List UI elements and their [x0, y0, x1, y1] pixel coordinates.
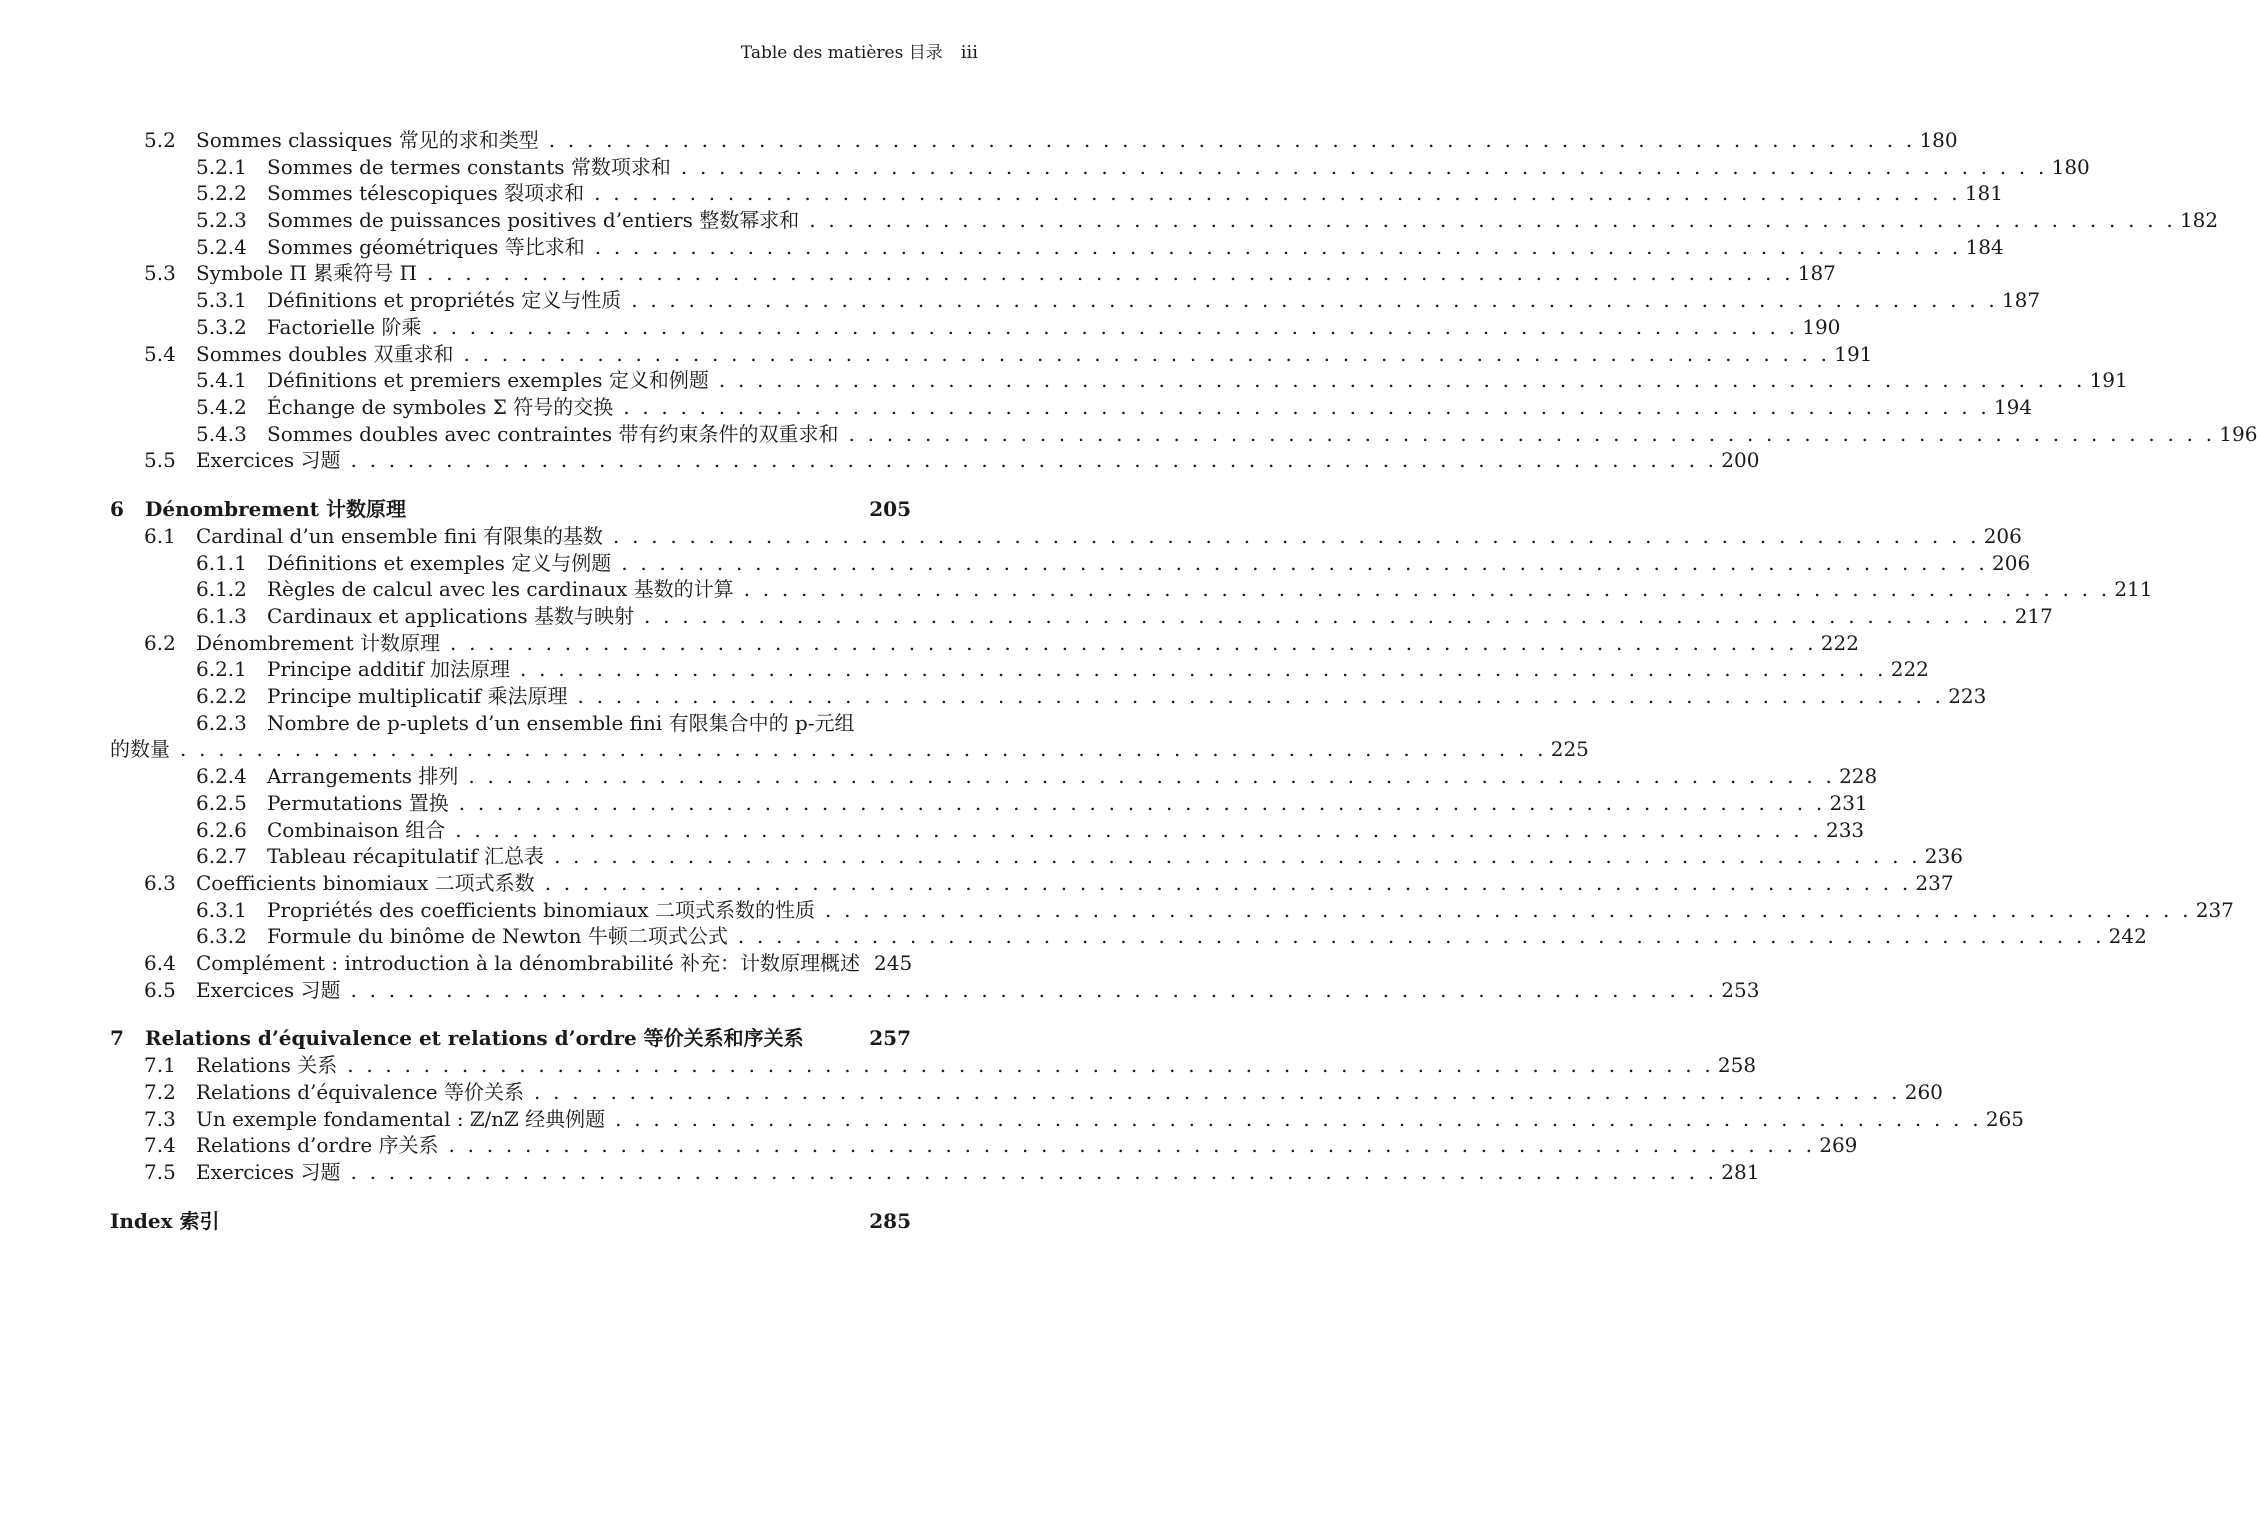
dot-leader: . . . . . . . . . . . . . . . . . . . . . . . . . . . . . . . . . . . . . . . . . . . . . . . . . . . . . . . . . . . . . . . . . . . . . . . .: [448, 1133, 1816, 1158]
dot-leader: . . . . . . . . . . . . . . . . . . . . . . . . . . . . . . . . . . . . . . . . . . . . . . . . . . . . . . . . . . . . . . . . . . . . . . . .: [455, 817, 1822, 842]
toc-subsection-entry[interactable]: [110, 683, 1987, 710]
toc-subsection-entry[interactable]: [110, 843, 1963, 870]
dot-leader: . . . . . . . . . . . . . . . . . . . . . . . . . . . . . . . . . . . . . . . . . . . . . . . . . . . . . . . . . . . . . . . . . . . . . . . .: [431, 314, 1799, 339]
toc-entry-number: 5.2.2: [196, 181, 247, 206]
toc-subsection-entry[interactable]: [110, 550, 2031, 577]
toc-subsection-entry[interactable]: [110, 287, 2041, 314]
toc-entry-title: Exercices 习题: [196, 448, 341, 473]
toc-entry-page: 228: [1839, 764, 1878, 789]
toc-entry-number: 6.3: [144, 870, 176, 895]
toc-entry-page: 187: [1797, 261, 1836, 286]
toc-entry-number: 7.2: [144, 1080, 176, 1104]
toc-entry-title: Sommes de puissances positives d’entiers 整数幂求和: [267, 208, 800, 233]
toc-entry-number: 5.4.2: [196, 394, 247, 419]
dot-leader: . . . . . . . . . . . . . . . . . . . . . . . . . . . . . . . . . . . . . . . . . . . . . . . . . . . . . . . . . . . . . . . . . . . . . . . .: [548, 128, 1916, 152]
toc-entry-title: Cardinal d’un ensemble fini 有限集的基数: [196, 523, 603, 548]
toc-entry-page: 257: [869, 1026, 911, 1051]
toc-entry-page: 253: [1721, 977, 1760, 1002]
toc-entry-page: 242: [2108, 924, 2147, 949]
dot-leader: . . . . . . . . . . . . . . . . . . . . . . . . . . . . . . . . . . . . . . . . . . . . . . . . . . . . . . . . . . . . . . . . . . . . . . . .: [544, 870, 1912, 895]
toc-entry-title: Un exemple fondamental : ℤ/nℤ 经典例题: [196, 1106, 606, 1131]
toc-subsection-entry[interactable]: [110, 790, 1868, 817]
toc-entry-page: 231: [1829, 790, 1868, 815]
dot-leader: . . . . . . . . . . . . . . . . . . . . . . . . . . . . . . . . . . . . . . . . . . . . . . . . . . . . . . . . . . . . . . . . . . . . . . . .: [623, 394, 1990, 419]
toc-entry-page: 200: [1721, 448, 1760, 473]
toc-section-entry[interactable]: [110, 1106, 2025, 1133]
toc-entry-title: Échange de symboles Σ 符号的交换: [267, 394, 614, 419]
toc-section-entry[interactable]: [110, 447, 1760, 474]
toc-section-entry[interactable]: [110, 630, 1859, 657]
toc-entry-number: 6: [110, 496, 124, 521]
toc-entry-title: Arrangements 排列: [267, 764, 459, 789]
toc-section-entry[interactable]: [110, 1052, 1757, 1079]
toc-entry-number: 7.5: [144, 1160, 176, 1185]
toc-subsection-entry[interactable]: [110, 367, 2128, 394]
toc-entry-number: 6.1.3: [196, 604, 247, 628]
toc-entry-title: Permutations 置换: [267, 790, 449, 815]
dot-leader: . . . . . . . . . . . . . . . . . . . . . . . . . . . . . . . . . . . . . . . . . . . . . . . . . . . . . . . . . . . . . . . . . . . . . . . .: [350, 977, 1718, 1002]
toc-entry-page: 180: [2051, 154, 2090, 179]
toc-entry-title: Propriétés des coefficients binomiaux 二项式系数的性质: [267, 897, 815, 922]
toc-entry-number: 6.2.2: [196, 684, 247, 709]
toc-entry-number: 5.2.1: [196, 154, 247, 179]
toc-subsection-entry[interactable]: [110, 154, 2090, 181]
dot-leader: . . . . . . . . . . . . . . . . . . . . . . . . . . . . . . . . . . . . . . . . . . . . . . . . . . . . . . . . . . . . . . . . . . . . . . . .: [631, 288, 1998, 313]
dot-leader: . . . . . . . . . . . . . . . . . . . . . . . . . . . . . . . . . . . . . . . . . . . . . . . . . . . . . . . . . . . . . . . . . . . . . . . .: [458, 790, 1826, 815]
toc-entry-page: 206: [1992, 550, 2031, 575]
dot-leader: . . . . . . . . . . . . . . . . . . . . . . . . . . . . . . . . . . . . . . . . . . . . . . . . . . . . . . . . . . . . . . . . . . . . . . . .: [468, 764, 1836, 789]
dot-leader: . . . . . . . . . . . . . . . . . . . . . . . . . . . . . . . . . . . . . . . . . . . . . . . . . . . . . . . . . . . . . . . . . . . . . . . .: [643, 604, 2011, 628]
toc-section-entry[interactable]: [110, 127, 1958, 154]
toc-entry-page: 258: [1717, 1053, 1757, 1078]
toc-entry-number: 5.2.3: [196, 208, 247, 233]
toc-entry-title: Principe additif 加法原理: [267, 657, 511, 682]
toc-entry-title: Nombre de p-uplets d’un ensemble fini 有限集合中的 p-元组: [267, 710, 855, 735]
toc-section-entry[interactable]: [110, 950, 911, 977]
toc-entry-page: 223: [1948, 684, 1987, 709]
toc-entry-number: 5.3.2: [196, 314, 247, 339]
dot-leader: . . . . . . . . . . . . . . . . . . . . . . . . . . . . . . . . . . . . . . . . . . . . . . . . . . . . . . . . . . . . . . . . . . . . . . . .: [718, 368, 2086, 393]
toc-entry-page: 191: [1834, 341, 1873, 366]
toc-entry-page: 236: [1924, 844, 1963, 869]
toc-entry-page: 187: [2001, 288, 2041, 313]
toc-subsection-entry[interactable]: [110, 923, 2147, 950]
dot-leader: . . . . . . . . . . . . . . . . . . . . . . . . . . . . . . . . . . . . . . . . . . . . . . . . . . . . . . . . . . . . . . . . . . . . . . . .: [350, 1160, 1718, 1185]
toc-subsection-entry[interactable]: [110, 394, 2033, 421]
toc-entry-title: Sommes de termes constants 常数项求和: [267, 154, 671, 179]
toc-entry-title: Règles de calcul avec les cardinaux 基数的计算: [267, 577, 734, 602]
toc-entry-page: 196: [2219, 421, 2257, 446]
toc-entry-number: 7.4: [144, 1133, 176, 1158]
toc-entry-title: Exercices 习题: [196, 977, 341, 1002]
toc-entry-title: Relations d’équivalence et relations d’ordre 等价关系和序关系: [145, 1026, 804, 1051]
dot-leader: . . . . . . . . . . . . . . . . . . . . . . . . . . . . . . . . . . . . . . . . . . . . . . . . . . . . . . . . . . . . . . . . . . . . . . . .: [680, 154, 2048, 179]
toc-entry-number: 5.3.1: [196, 288, 247, 313]
toc-entry-number: 6.4: [144, 950, 176, 975]
dot-leader: . . . . . . . . . . . . . . . . . . . . . . . . . . . . . . . . . . . . . . . . . . . . . . . . . . . . . . . . . . . . . . . . . . . . . . . .: [743, 577, 2111, 602]
toc-subsection-entry[interactable]: [110, 421, 2257, 448]
toc-subsection-entry[interactable]: [110, 603, 2053, 630]
toc-subsection-entry[interactable]: [110, 180, 2003, 207]
toc-section-entry[interactable]: [110, 1079, 1943, 1106]
dot-leader: . . . . . . . . . . . . . . . . . . . . . . . . . . . . . . . . . . . . . . . . . . . . . . . . . . . . . . . . . . . . . . . . . . . . . . . .: [180, 737, 1547, 762]
dot-leader: . . . . . . . . . . . . . . . . . . . . . . . . . . . . . . . . . . . . . . . . . . . . . . . . . . . . . . . . . . . . . . . . . . . . . . . .: [737, 924, 2105, 949]
toc-entry-number: 5.2.4: [196, 234, 247, 259]
dot-leader: . . . . . . . . . . . . . . . . . . . . . . . . . . . . . . . . . . . . . . . . . . . . . . . . . . . . . . . . . . . . . . . . . . . . . . . .: [615, 1106, 1982, 1131]
dot-leader: . . . . . . . . . . . . . . . . . . . . . . . . . . . . . . . . . . . . . . . . . . . . . . . . . . . . . . . . . . . . . . . . . . . . . . . .: [347, 1053, 1714, 1078]
toc-entry-title: Définitions et propriétés 定义与性质: [267, 288, 622, 313]
page-number: iii: [960, 42, 978, 63]
toc-entry-number: 6.2.5: [196, 790, 247, 815]
dot-leader: . . . . . . . . . . . . . . . . . . . . . . . . . . . . . . . . . . . . . . . . . . . . . . . . . . . . . . . . . . . . . . . . . . . . . . . .: [825, 897, 2192, 922]
toc-entry-page: 281: [1721, 1160, 1760, 1185]
dot-leader: . . . . . . . . . . . . . . . . . . . . . . . . . . . . . . . . . . . . . . . . . . . . . . . . . . . . . . . . . . . . . . . . . . . . . . . .: [534, 1080, 1901, 1104]
toc-entry-title: Complément : introduction à la dénombrabilité 补充：计数原理概述: [196, 950, 861, 975]
dot-leader: . . . . . . . . . . . . . . . . . . . . . . . . . . . . . . . . . . . . . . . . . . . . . . . . . . . . . . . . . . . . . . . . . . . . . . . .: [594, 234, 1962, 259]
toc-entry-page: 180: [1919, 128, 1958, 152]
toc-subsection-entry[interactable]: [110, 234, 2004, 261]
toc-section-entry[interactable]: [110, 1132, 1858, 1159]
toc-subsection-entry[interactable]: [110, 576, 2153, 603]
toc-entry-page: 237: [2195, 897, 2234, 922]
toc-entry-page: 269: [1819, 1133, 1858, 1158]
toc-section-entry[interactable]: [110, 523, 2022, 550]
toc-entry-number: 6.2.4: [196, 764, 247, 789]
toc-entry-title: Principe multiplicatif 乘法原理: [267, 684, 568, 709]
toc-entry-number: 5.3: [144, 261, 176, 286]
toc-entry-title: Sommes géométriques 等比求和: [267, 234, 585, 259]
toc-entry-number: 6.2.3: [196, 710, 247, 735]
toc-entry-number: 5.4: [144, 341, 176, 366]
toc-subsection-entry[interactable]: [110, 897, 2234, 924]
toc-entry-number: 6.2.1: [196, 657, 247, 682]
toc-entry-page: 237: [1915, 870, 1954, 895]
toc-entry-page: 222: [1890, 657, 1929, 682]
toc-entry-title: Relations d’ordre 序关系: [196, 1133, 439, 1158]
toc-entry-page: 205: [869, 496, 911, 521]
toc-entry-title: Sommes classiques 常见的求和类型: [196, 128, 539, 152]
dot-leader: . . . . . . . . . . . . . . . . . . . . . . . . . . . . . . . . . . . . . . . . . . . . . . . . . . . . . . . . . . . . . . . . . . . . . . . .: [594, 181, 1961, 206]
dot-leader: . . . . . . . . . . . . . . . . . . . . . . . . . . . . . . . . . . . . . . . . . . . . . . . . . . . . . . . . . . . . . . . . . . . . . . . .: [612, 523, 1980, 548]
toc-entry-page: 233: [1825, 817, 1865, 842]
toc-entry-page: 182: [2179, 208, 2219, 233]
toc-entry-number: 6.1.2: [196, 577, 247, 602]
toc-entry-page: 265: [1985, 1106, 2025, 1131]
toc-section-entry[interactable]: [110, 341, 1873, 368]
toc-subsection-entry[interactable]: [110, 314, 1841, 341]
dot-leader: . . . . . . . . . . . . . . . . . . . . . . . . . . . . . . . . . . . . . . . . . . . . . . . . . . . . . . . . . . . . . . . . . . . . . . . .: [809, 208, 2176, 233]
dot-leader: . . . . . . . . . . . . . . . . . . . . . . . . . . . . . . . . . . . . . . . . . . . . . . . . . . . . . . . . . . . . . . . . . . . . . . . .: [577, 684, 1945, 709]
toc-entry-title: Cardinaux et applications 基数与映射: [267, 604, 634, 628]
toc-entry-page: 190: [1802, 314, 1841, 339]
toc-index-entry[interactable]: [110, 1208, 911, 1235]
toc-entry-page: 191: [2089, 368, 2128, 393]
toc-entry-number: 5.5: [144, 448, 176, 473]
toc-entry-number: 6.2: [144, 630, 176, 655]
toc-entry-title: Formule du binôme de Newton 牛顿二项式公式: [267, 924, 728, 949]
toc-entry-page: 206: [1983, 523, 2022, 548]
toc-section-entry[interactable]: [110, 870, 1954, 897]
dot-leader: . . . . . . . . . . . . . . . . . . . . . . . . . . . . . . . . . . . . . . . . . . . . . . . . . . . . . . . . . . . . . . . . . . . . . . . .: [554, 844, 1921, 869]
toc-entry-title: Dénombrement 计数原理: [196, 630, 441, 655]
toc-entry-title: Factorielle 阶乘: [267, 314, 422, 339]
toc-entry-title: Combinaison 组合: [267, 817, 446, 842]
toc-entry-continuation[interactable]: [110, 736, 1589, 763]
toc-entry-title: Dénombrement 计数原理: [145, 496, 406, 521]
toc-chapter-entry[interactable]: [110, 1025, 911, 1052]
toc-entry-title: Tableau récapitulatif 汇总表: [267, 844, 545, 869]
toc-entry-page: 222: [1820, 630, 1859, 655]
dot-leader: . . . . . . . . . . . . . . . . . . . . . . . . . . . . . . . . . . . . . . . . . . . . . . . . . . . . . . . . . . . . . . . . . . . . . . . .: [621, 550, 1988, 575]
toc-subsection-entry[interactable]: [110, 710, 911, 737]
toc-entry-title: Définitions et exemples 定义与例题: [267, 550, 612, 575]
toc-entry-number: 6.1.1: [196, 550, 247, 575]
toc-entry-title: Index 索引: [110, 1208, 220, 1233]
toc-entry-title: Exercices 习题: [196, 1160, 341, 1185]
toc-entry-number: 6.3.2: [196, 924, 247, 949]
dot-leader: . . . . . . . . . . . . . . . . . . . . . . . . . . . . . . . . . . . . . . . . . . . . . . . . . . . . . . . . . . . . . . . . . . . . . . . .: [848, 421, 2216, 446]
running-head-title: Table des matières 目录: [740, 43, 943, 63]
toc-subsection-entry[interactable]: [110, 817, 1865, 844]
toc-entry-page: 285: [869, 1208, 911, 1233]
toc-entry-title: Coefficients binomiaux 二项式系数: [196, 870, 535, 895]
toc-entry-page: 225: [1550, 737, 1589, 762]
toc-entry-title: 的数量: [110, 737, 170, 762]
toc-section-entry[interactable]: [110, 260, 1836, 287]
toc-entry-title: Relations d’équivalence 等价关系: [196, 1080, 524, 1104]
toc-entry-number: 5.4.1: [196, 368, 247, 393]
toc-entry-number: 5.4.3: [196, 421, 247, 446]
toc-section-entry[interactable]: [110, 977, 1760, 1004]
toc-entry-number: 7: [110, 1026, 124, 1051]
toc-entry-number: 6.2.7: [196, 844, 247, 869]
toc-entry-number: 6.1: [144, 523, 176, 548]
dot-leader: . . . . . . . . . . . . . . . . . . . . . . . . . . . . . . . . . . . . . . . . . . . . . . . . . . . . . . . . . . . . . . . . . . . . . . . .: [427, 261, 1794, 286]
toc-entry-page: 184: [1965, 234, 2004, 259]
toc-subsection-entry[interactable]: [110, 656, 1929, 683]
table-of-contents: [110, 127, 2257, 1234]
toc-entry-number: 7.3: [144, 1106, 176, 1131]
toc-entry-title: Sommes doubles avec contraintes 带有约束条件的双重求和: [267, 421, 839, 446]
dot-leader: . . . . . . . . . . . . . . . . . . . . . . . . . . . . . . . . . . . . . . . . . . . . . . . . . . . . . . . . . . . . . . . . . . . . . . . .: [350, 448, 1718, 473]
dot-leader: . . . . . . . . . . . . . . . . . . . . . . . . . . . . . . . . . . . . . . . . . . . . . . . . . . . . . . . . . . . . . . . . . . . . . . . .: [450, 630, 1817, 655]
toc-entry-number: 6.3.1: [196, 897, 247, 922]
toc-entry-number: 6.5: [144, 977, 176, 1002]
toc-entry-page: 194: [1993, 394, 2033, 419]
toc-entry-page: 211: [2114, 577, 2153, 602]
dot-leader: . . . . . . . . . . . . . . . . . . . . . . . . . . . . . . . . . . . . . . . . . . . . . . . . . . . . . . . . . . . . . . . . . . . . . . . .: [520, 657, 1887, 682]
toc-subsection-entry[interactable]: [110, 207, 2219, 234]
toc-entry-number: 7.1: [144, 1053, 176, 1078]
toc-entry-number: 6.2.6: [196, 817, 247, 842]
toc-chapter-entry[interactable]: [110, 496, 911, 523]
toc-subsection-entry[interactable]: [110, 763, 1878, 790]
running-head: [741, 38, 978, 63]
toc-entry-title: Relations 关系: [196, 1053, 338, 1078]
toc-section-entry[interactable]: [110, 1159, 1760, 1186]
toc-entry-page: 181: [1964, 181, 2003, 206]
dot-leader: . . . . . . . . . . . . . . . . . . . . . . . . . . . . . . . . . . . . . . . . . . . . . . . . . . . . . . . . . . . . . . . . . . . . . . . .: [463, 341, 1831, 366]
toc-entry-page: 260: [1904, 1080, 1943, 1104]
toc-entry-title: Symbole Π 累乘符号 Π: [196, 261, 417, 286]
toc-entry-number: 5.2: [144, 128, 176, 152]
toc-entry-page: 217: [2014, 604, 2053, 628]
toc-entry-title: Sommes télescopiques 裂项求和: [267, 181, 585, 206]
toc-entry-title: Sommes doubles 双重求和: [196, 341, 454, 366]
toc-entry-title: Définitions et premiers exemples 定义和例题: [267, 368, 709, 393]
toc-entry-page: 245: [874, 950, 913, 975]
